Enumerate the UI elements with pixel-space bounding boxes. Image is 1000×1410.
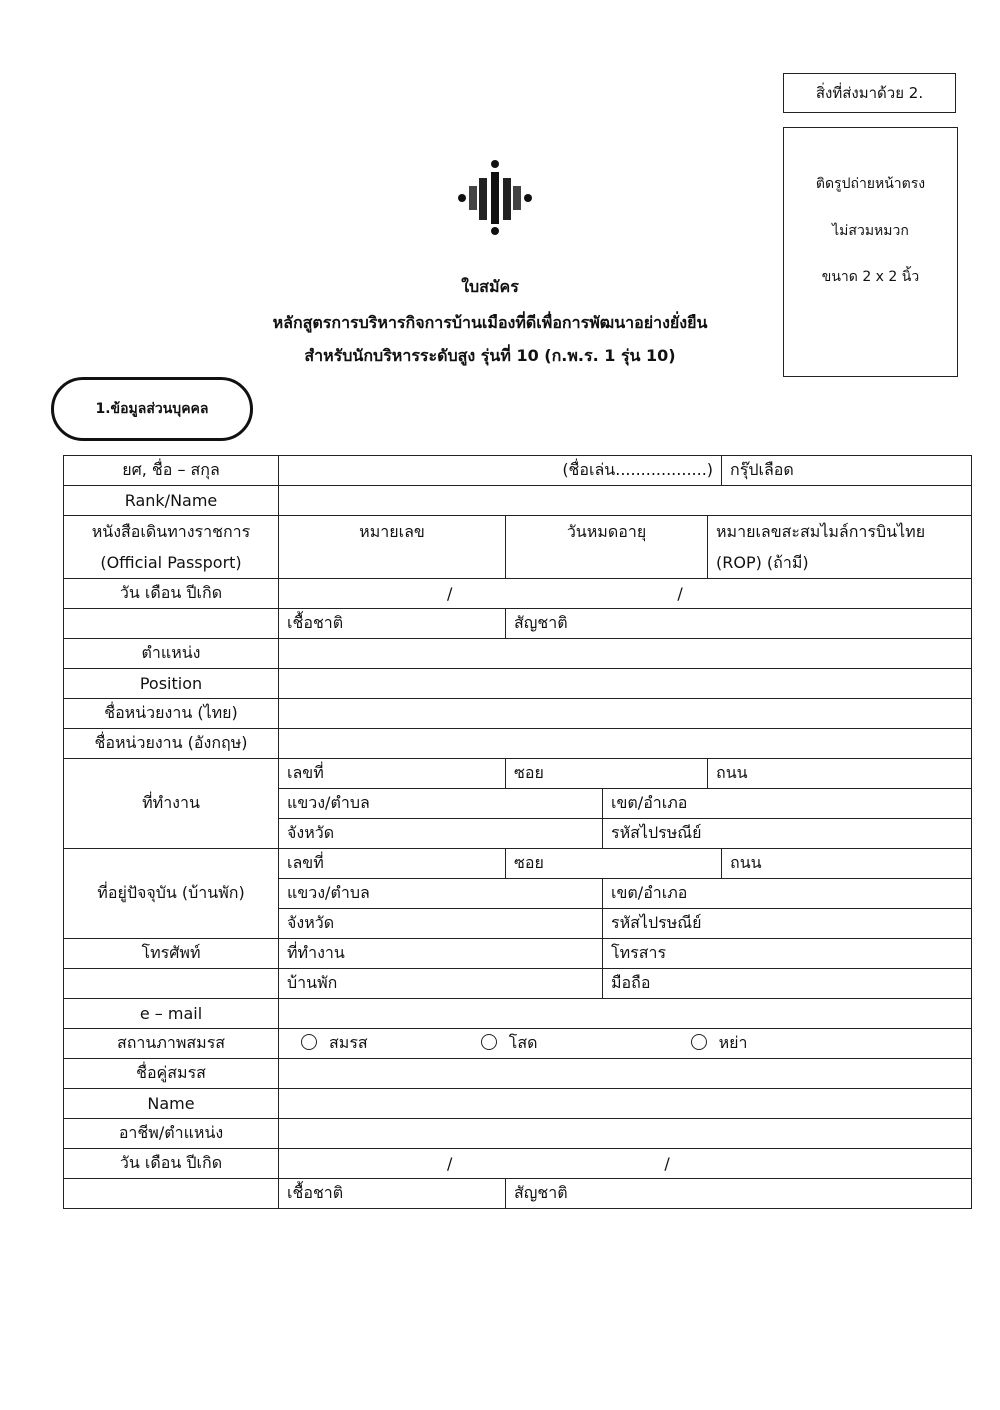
- passport-number-field[interactable]: หมายเลข: [279, 516, 506, 579]
- cohort-title: สำหรับนักบริหารระดับสูง รุ่นที่ 10 (ก.พ.ร. 1 รุ่น 10): [304, 346, 676, 365]
- rank-name-field[interactable]: [279, 486, 972, 516]
- photo-instruction-3: ขนาด 2 x 2 นิ้ว: [821, 269, 920, 285]
- home-soi[interactable]: ซอย: [506, 849, 722, 879]
- home-house-no[interactable]: เลขที่: [279, 849, 506, 879]
- phone-label: โทรศัพท์: [64, 939, 279, 969]
- race-field[interactable]: เชื้อชาติ: [279, 609, 506, 639]
- home-province[interactable]: จังหวัด: [279, 909, 603, 939]
- phone-home-field[interactable]: บ้านพัก: [279, 969, 603, 999]
- occupation-field[interactable]: [279, 1119, 972, 1149]
- org-en-field[interactable]: [279, 729, 972, 759]
- spouse-name-label: ชื่อคู่สมรส: [64, 1059, 279, 1089]
- blood-group-field[interactable]: กรุ๊ปเลือด: [722, 456, 972, 486]
- radio-circle-icon: [691, 1034, 707, 1050]
- home-district[interactable]: เขต/อำเภอ: [603, 879, 972, 909]
- dob-label: วัน เดือน ปีเกิด: [64, 579, 279, 609]
- rop-field[interactable]: หมายเลขสะสมไมล์การบินไทย (ROP) (ถ้ามี): [708, 516, 972, 579]
- home-subdistrict[interactable]: แขวง/ตำบล: [279, 879, 603, 909]
- spouse-name-en-label: Name: [64, 1089, 279, 1119]
- workplace-label: ที่ทำงาน: [64, 759, 279, 849]
- work-road[interactable]: ถนน: [708, 759, 972, 789]
- agency-logo: [455, 158, 535, 238]
- personal-info-table: [63, 455, 972, 1209]
- org-en-label: ชื่อหน่วยงาน (อังกฤษ): [64, 729, 279, 759]
- nationality-field[interactable]: สัญชาติ: [506, 609, 972, 639]
- name-field[interactable]: (ชื่อเล่น..................): [279, 456, 722, 486]
- phone-work-field[interactable]: ที่ทำงาน: [279, 939, 603, 969]
- home-postcode[interactable]: รหัสไปรษณีย์: [603, 909, 972, 939]
- blank-cell: [64, 969, 279, 999]
- work-province[interactable]: จังหวัด: [279, 819, 603, 849]
- passport-expiry-field[interactable]: วันหมดอายุ: [506, 516, 708, 579]
- radio-married[interactable]: สมรส: [301, 1033, 368, 1052]
- position-th-field[interactable]: [279, 639, 972, 669]
- spouse-name-en-field[interactable]: [279, 1089, 972, 1119]
- radio-single[interactable]: โสด: [481, 1033, 538, 1052]
- attachment-label: สิ่งที่ส่งมาด้วย 2.: [783, 73, 956, 113]
- photo-instruction-1: ติดรูปถ่ายหน้าตรง: [815, 176, 926, 192]
- name-label: ยศ, ชื่อ – สกุล: [64, 456, 279, 486]
- spouse-race-field[interactable]: เชื้อชาติ: [279, 1179, 506, 1209]
- spouse-dob-label: วัน เดือน ปีเกิด: [64, 1149, 279, 1179]
- photo-placeholder[interactable]: [783, 127, 958, 377]
- radio-divorced[interactable]: หย่า: [691, 1033, 748, 1052]
- photo-instruction-2: ไม่สวมหมวก: [832, 223, 909, 239]
- occupation-label: อาชีพ/ตำแหน่ง: [64, 1119, 279, 1149]
- spouse-nationality-field[interactable]: สัญชาติ: [506, 1179, 972, 1209]
- work-subdistrict[interactable]: แขวง/ตำบล: [279, 789, 603, 819]
- section-personal-info: 1.ข้อมูลส่วนบุคคล: [51, 377, 253, 441]
- position-th-label: ตำแหน่ง: [64, 639, 279, 669]
- marital-status-label: สถานภาพสมรส: [64, 1029, 279, 1059]
- email-label: e – mail: [64, 999, 279, 1029]
- radio-circle-icon: [481, 1034, 497, 1050]
- radio-circle-icon: [301, 1034, 317, 1050]
- work-soi[interactable]: ซอย: [506, 759, 708, 789]
- dob-field[interactable]: / /: [279, 579, 972, 609]
- work-district[interactable]: เขต/อำเภอ: [603, 789, 972, 819]
- email-field[interactable]: [279, 999, 972, 1029]
- passport-label: หนังสือเดินทางราชการ (Official Passport): [64, 516, 279, 579]
- fax-field[interactable]: โทรสาร: [603, 939, 972, 969]
- form-title: ใบสมัคร: [461, 277, 519, 296]
- org-th-field[interactable]: [279, 699, 972, 729]
- work-house-no[interactable]: เลขที่: [279, 759, 506, 789]
- spouse-dob-field[interactable]: / /: [279, 1149, 972, 1179]
- position-en-label: Position: [64, 669, 279, 699]
- blank-cell: [64, 1179, 279, 1209]
- marital-status-options: [279, 1029, 972, 1059]
- row-name: [64, 456, 972, 486]
- spouse-name-field[interactable]: [279, 1059, 972, 1089]
- rank-name-label: Rank/Name: [64, 486, 279, 516]
- mobile-field[interactable]: มือถือ: [603, 969, 972, 999]
- home-road[interactable]: ถนน: [722, 849, 972, 879]
- blank-cell: [64, 609, 279, 639]
- org-th-label: ชื่อหน่วยงาน (ไทย): [64, 699, 279, 729]
- position-en-field[interactable]: [279, 669, 972, 699]
- course-title: หลักสูตรการบริหารกิจการบ้านเมืองที่ดีเพื่อการพัฒนาอย่างยั่งยืน: [272, 313, 708, 332]
- work-postcode[interactable]: รหัสไปรษณีย์: [603, 819, 972, 849]
- home-address-label: ที่อยู่ปัจจุบัน (บ้านพัก): [64, 849, 279, 939]
